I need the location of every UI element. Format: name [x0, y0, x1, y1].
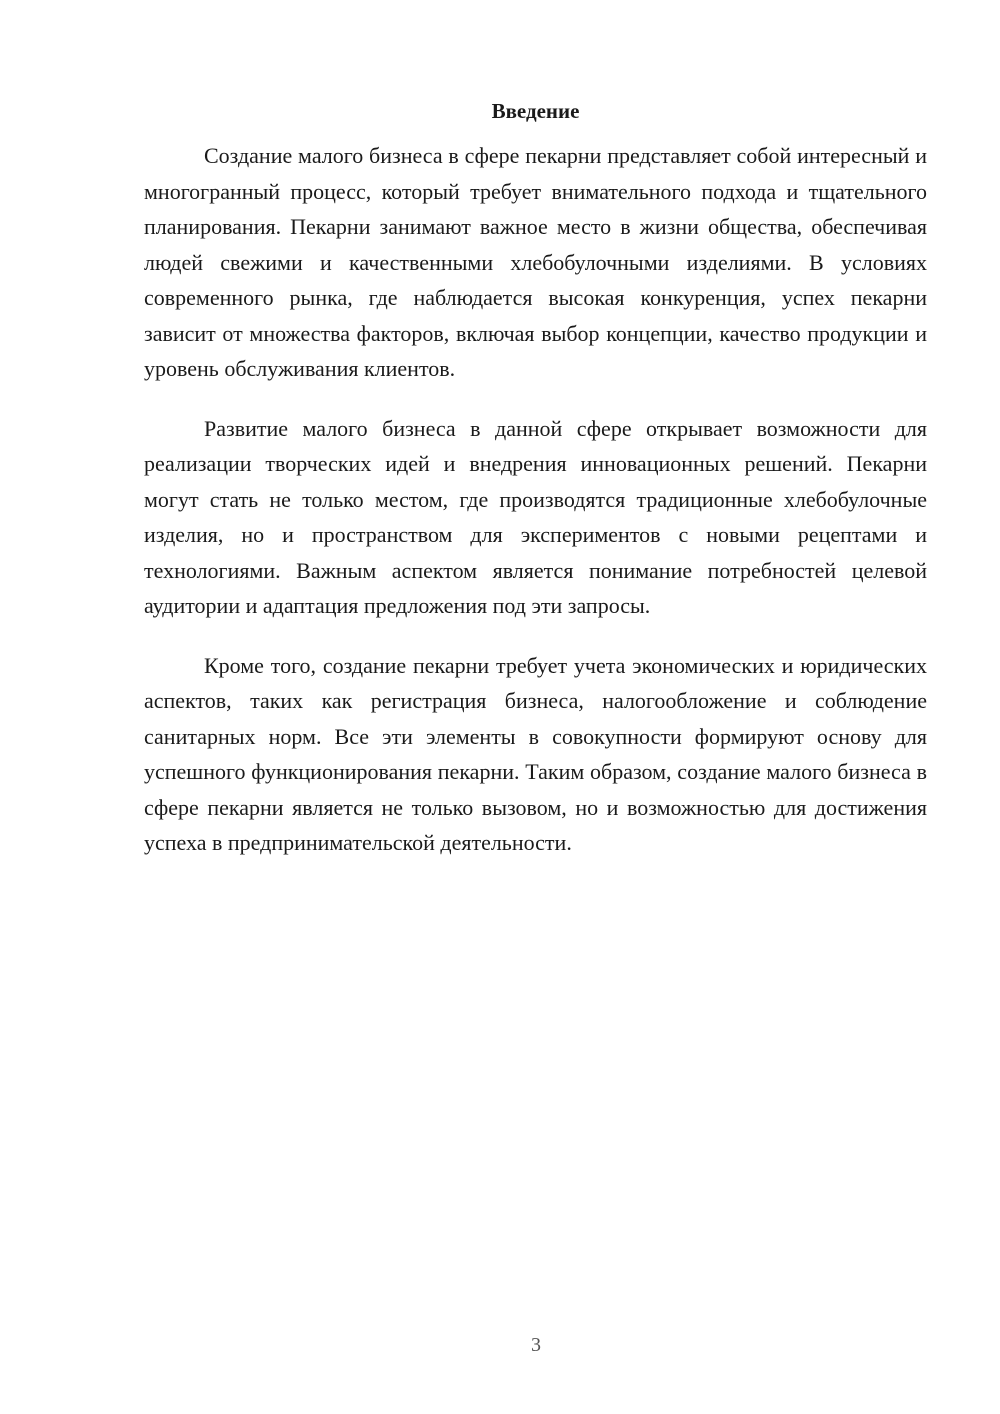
paragraph-2: Развитие малого бизнеса в данной сфере открывает возможности для реализации творческих идей и внедрения инновационных решений. Пекарни могут стать не только местом, где производятся традиционные хлебобулочные изделия, но и пространством для экспериментов с новыми рецептами и технологиями. Важным аспектом является понимание потребностей целевой аудитории и адаптация предложения под эти запросы.: [144, 415, 927, 618]
paragraph-3: Кроме того, создание пекарни требует учета экономических и юридических аспектов, таких как регистрация бизнеса, налогообложение и соблюдение санитарных норм. Все эти элементы в совокупности формируют основу для успешного функционирования пекарни. Таким образом, создание малого бизнеса в сфере пекарни является не только вызовом, но и возможностью для достижения успеха в предпринимательской деятельности.: [144, 652, 927, 855]
document-body: [144, 96, 927, 885]
section-title: Введение: [491, 99, 580, 123]
page-number: 3: [531, 1334, 541, 1356]
paragraph-1: Создание малого бизнеса в сфере пекарни представляет собой интересный и многогранный процесс, который требует внимательного подхода и тщательного планирования. Пекарни занимают важное место в жизни общества, обеспечивая людей свежими и качественными хлебобулочными изделиями. В условиях современного рынка, где наблюдается высокая конкуренция, успех пекарни зависит от множества факторов, включая выбор концепции, качество продукции и уровень обслуживания клиентов.: [144, 143, 927, 381]
